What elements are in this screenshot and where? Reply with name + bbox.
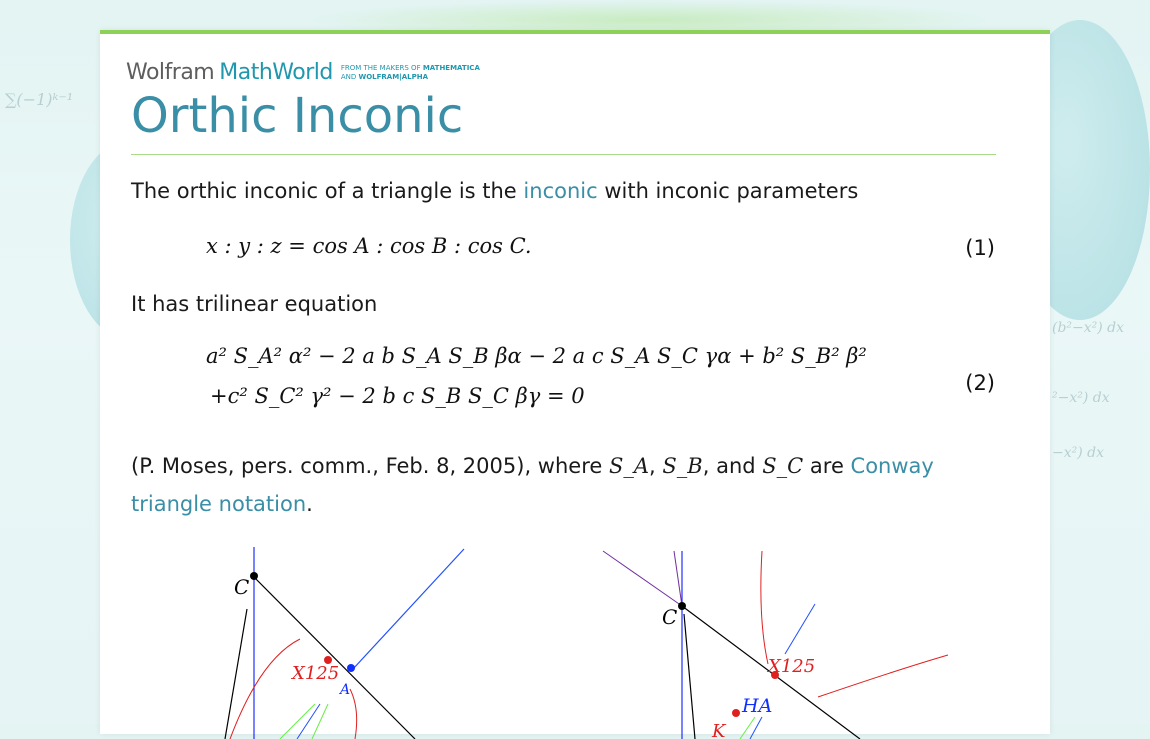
curve (818, 655, 948, 697)
point-c (678, 602, 686, 610)
label-c: C (662, 605, 678, 629)
label-ha: HA (742, 695, 773, 717)
logo-mathworld: MathWorld (219, 60, 333, 85)
decorative-formula: (b²−x²) dx (1052, 320, 1125, 336)
line (674, 551, 682, 606)
label-c: C (234, 575, 250, 599)
line (254, 577, 415, 739)
equation-1-number: (1) (965, 236, 995, 260)
line (785, 604, 815, 654)
line (740, 717, 755, 739)
equation-2-line-2: +c² S_C² γ² − 2 b c S_B S_C βγ = 0 (210, 384, 585, 408)
curve (761, 551, 768, 664)
line (603, 551, 682, 606)
line (312, 704, 328, 739)
line (225, 609, 247, 739)
point-blue (347, 664, 355, 672)
line (353, 549, 464, 669)
decorative-formula: −x²) dx (1052, 445, 1105, 461)
point-c (250, 572, 258, 580)
label-x125: X125 (768, 656, 816, 677)
link-conway-triangle-notation[interactable]: Conway triangle notation (131, 454, 934, 516)
point-k (732, 709, 740, 717)
logo-wolfram: Wolfram (126, 60, 215, 85)
content-card (100, 30, 1050, 739)
figure-right (600, 539, 960, 739)
line (297, 704, 320, 739)
decorative-formula: ∑(−1)ᵏ⁻¹ (5, 90, 74, 109)
paragraph-intro: The orthic inconic of a triangle is the inconic with inconic parameters (131, 179, 859, 203)
title-divider (131, 154, 996, 155)
curve (350, 689, 357, 739)
line (684, 614, 695, 739)
line (280, 704, 315, 739)
paragraph-trilinear: It has trilinear equation (131, 292, 378, 316)
page-title: Orthic Inconic (131, 88, 464, 144)
mathworld-logo[interactable] (126, 60, 480, 85)
figure-left (200, 539, 530, 739)
decorative-formula: ²−x²) dx (1052, 390, 1110, 406)
paragraph-citation: (P. Moses, pers. comm., Feb. 8, 2005), where S_A, S_B, and S_C are Conway triangle notation. (131, 454, 934, 516)
label-x125: X125 (292, 663, 340, 684)
logo-tagline: FROM THE MAKERS OF MATHEMATICA AND WOLFRAM|ALPHA (340, 63, 480, 81)
label-k: K (712, 721, 726, 739)
curve (230, 639, 300, 739)
equation-2-number: (2) (965, 371, 995, 395)
equation-1: x : y : z = cos A : cos B : cos C. (206, 234, 532, 258)
line (750, 717, 762, 739)
label-a: A (340, 682, 351, 698)
equation-2-line-1: a² S_A² α² − 2 a b S_A S_B βα − 2 a c S_A S_C γα + b² S_B² β² (206, 344, 867, 368)
link-inconic[interactable]: inconic (523, 179, 598, 203)
